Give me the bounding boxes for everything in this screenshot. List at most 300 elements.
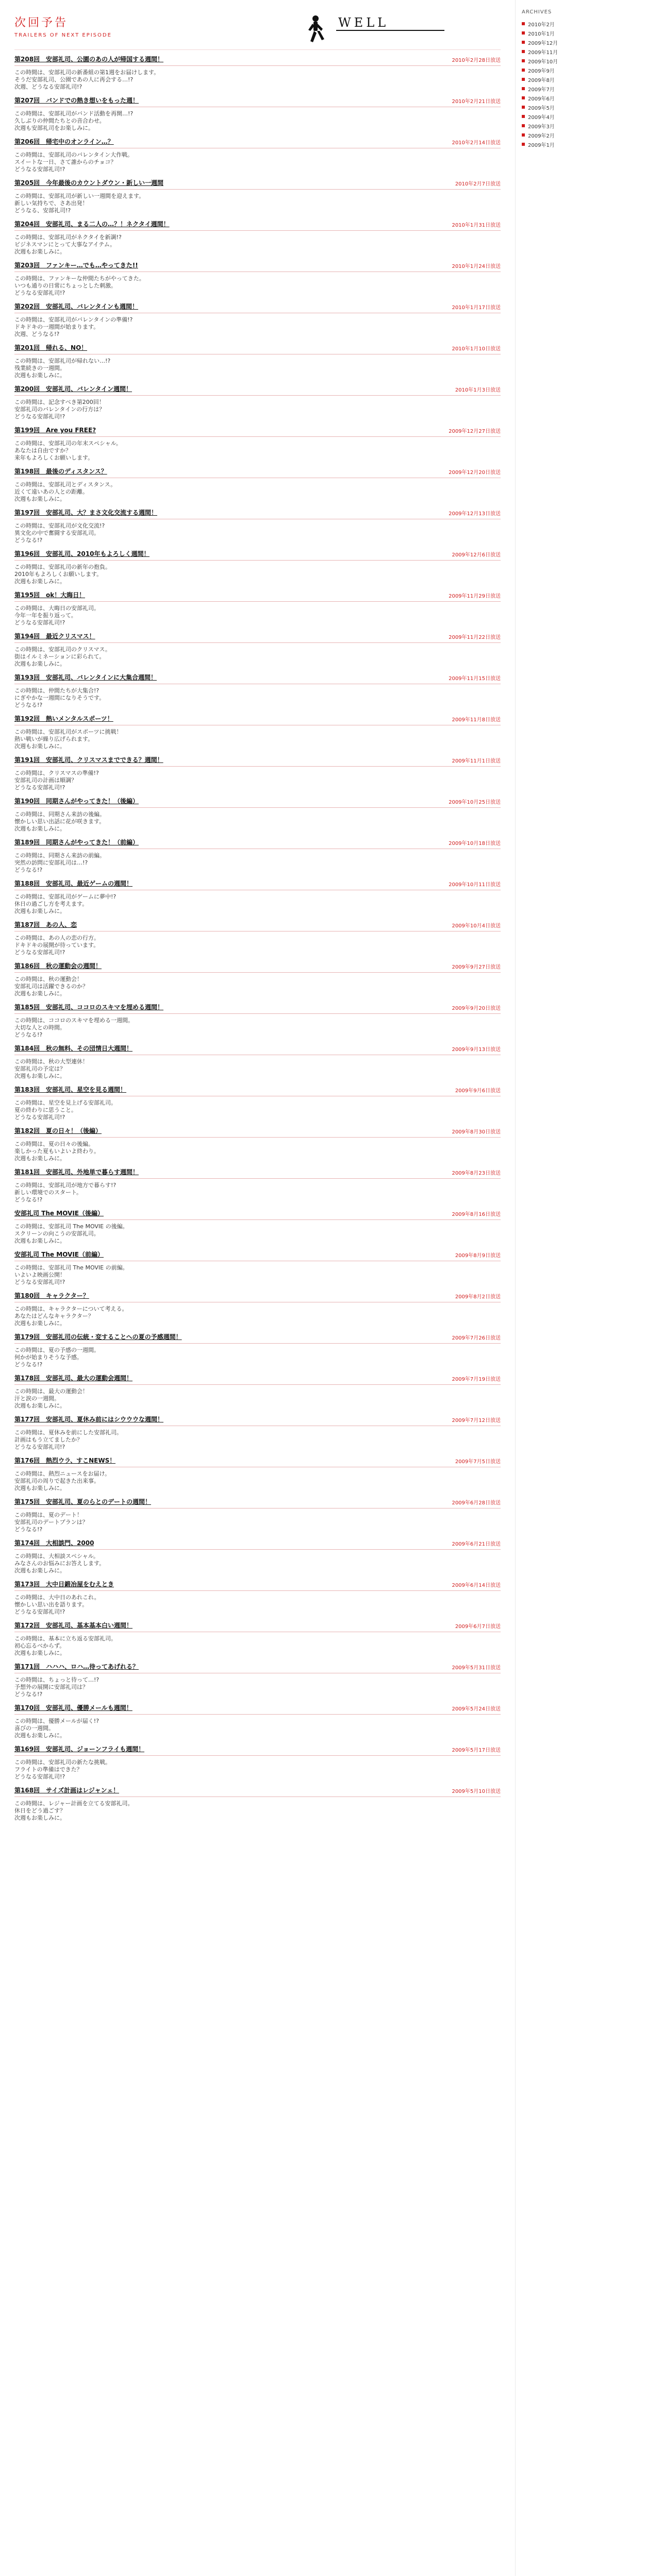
article-body-line: 新しい気持ちで、さあ出発！ — [14, 200, 88, 207]
article-body-line: この時間は、同期さん来訪の前編。 — [14, 852, 105, 859]
article-entry — [14, 91, 501, 132]
square-bullet-icon — [522, 59, 525, 62]
article-title-link[interactable]: 第178回 安部礼司、最大の運動会週間！ — [14, 1375, 133, 1382]
article-entry — [14, 627, 501, 668]
article-body-line: 初心忘るべからず。 — [14, 1642, 65, 1649]
article-body — [14, 605, 501, 626]
article-body-line: この時間は、クリスマスの準備!? — [14, 770, 99, 776]
sidebar-archive-item[interactable] — [521, 47, 652, 56]
article-date: 2009年9月27日放送 — [452, 964, 501, 970]
article-body-line: 新しい環境でのスタート。 — [14, 1189, 82, 1196]
article-body-line: 次週もお楽しみに。 — [14, 990, 65, 997]
article-title-link[interactable]: 第181回 安部礼司、外地単で暮らす週間！ — [14, 1168, 139, 1176]
article-date: 2010年1月3日放送 — [455, 387, 501, 393]
article-date: 2010年2月28日放送 — [452, 58, 501, 63]
article-body-line: どうなる安部礼司!? — [14, 949, 65, 956]
article-title-link[interactable]: 第174回 大相談門、2000 — [14, 1539, 94, 1547]
article-body-line: 来年もよろしくお願いします。 — [14, 454, 94, 461]
article-title-link[interactable]: 第207回 バンドでの熱き想いをもった週！ — [14, 97, 139, 104]
article-body — [14, 440, 501, 462]
sidebar-archive-item[interactable] — [521, 56, 652, 65]
article-body-line: 喜びの一週間。 — [14, 1725, 54, 1732]
square-bullet-icon — [522, 143, 525, 146]
article-body — [14, 1347, 501, 1368]
article-body — [14, 1182, 501, 1204]
article-entry — [14, 380, 501, 421]
article-header — [14, 1704, 501, 1715]
article-body-line: この時間は、安部礼司がバレンタインの準備!? — [14, 316, 133, 323]
article-date: 2009年11月29日放送 — [449, 594, 501, 599]
article-body-line: 近くて遠いあの人との距離。 — [14, 488, 88, 495]
square-bullet-icon — [522, 31, 525, 35]
article-date: 2009年8月30日放送 — [452, 1129, 501, 1135]
article-date: 2009年12月13日放送 — [449, 511, 501, 517]
article-date: 2009年5月31日放送 — [452, 1665, 501, 1671]
article-entry — [14, 586, 501, 627]
article-date: 2009年11月15日放送 — [449, 676, 501, 682]
article-body-line: 熱い戦いが繰り広げられます。 — [14, 736, 94, 742]
article-body-line: 次週もお楽しみに。 — [14, 660, 65, 667]
article-body — [14, 234, 501, 256]
article-body-line: あなたは自由ですか？ — [14, 447, 71, 454]
article-header — [14, 1663, 501, 1673]
article-header — [14, 385, 501, 396]
article-body-line: この時間は、大晦日の安部礼司。 — [14, 605, 100, 612]
article-date: 2009年9月6日放送 — [455, 1088, 501, 1094]
article-body — [14, 770, 501, 791]
article-body-line: この時間は、安部礼司の新年の抱負。 — [14, 564, 111, 570]
article-entry — [14, 545, 501, 586]
article-entry — [14, 338, 501, 380]
article-body-line: ビジネスマンにとって大事なアイテム。 — [14, 241, 116, 248]
article-title-link[interactable]: 第184回 秋の無料、その団情日大週間！ — [14, 1045, 133, 1052]
article-date: 2009年6月21日放送 — [452, 1541, 501, 1547]
article-body-line: どうなる!? — [14, 1361, 43, 1368]
article-header — [14, 797, 501, 808]
article-body-line: 久しぶりの仲間たちとの音合わせ。 — [14, 117, 105, 124]
article-body-line: 懐かしい思い出話に花が咲きます。 — [14, 818, 105, 825]
article-entry — [14, 1740, 501, 1781]
article-entry — [14, 1616, 501, 1657]
article-date: 2009年11月8日放送 — [452, 717, 501, 723]
article-body — [14, 1264, 501, 1286]
article-date: 2009年11月22日放送 — [449, 635, 501, 640]
article-body-line: この時間は、安部礼司がバンド活動を再開…!? — [14, 110, 134, 117]
article-title-link[interactable]: 第188回 安部礼司、最近ゲームの週間！ — [14, 880, 133, 887]
article-body-line: この時間は、大中日のあれこれ。 — [14, 1594, 100, 1601]
article-body-line: この時間は、優勝メールが届く!? — [14, 1718, 100, 1724]
article-header — [14, 1745, 501, 1756]
article-title-link[interactable]: 第203回 ファンキー…でも…やってきた!! — [14, 262, 138, 269]
article-body-line: どうなる安部礼司!? — [14, 1608, 65, 1615]
article-entry — [14, 1493, 501, 1534]
article-date: 2009年8月23日放送 — [452, 1171, 501, 1176]
article-body-line: 次週もお楽しみに。 — [14, 1155, 65, 1162]
article-body-line: どうなる安部礼司!? — [14, 290, 65, 296]
sidebar-archive-label: 2009年2月 — [528, 133, 555, 139]
article-title-link[interactable]: 第194回 最近クリスマス！ — [14, 633, 95, 640]
article-body-line: 次週もお楽しみに。 — [14, 578, 65, 585]
article-body — [14, 935, 501, 956]
article-body-line: この時間は、ココロのスキマを埋める一週間。 — [14, 1017, 134, 1024]
sidebar-archive-label: 2009年7月 — [528, 87, 555, 93]
article-title-link[interactable]: 第179回 安部礼司の伝統・変することへの夏の予感週間！ — [14, 1333, 182, 1341]
article-entry — [14, 1534, 501, 1575]
running-man-icon — [308, 15, 324, 42]
article-body — [14, 110, 501, 132]
sidebar-archive-item[interactable] — [521, 130, 652, 140]
article-body-line: この時間は、安部礼司とディスタンス。 — [14, 481, 117, 488]
square-bullet-icon — [522, 124, 525, 127]
article-date: 2009年12月6日放送 — [452, 552, 501, 558]
article-header — [14, 550, 501, 561]
article-body-line: 次週、どうなる安部礼司!? — [14, 83, 82, 90]
article-body-line: 次週もお楽しみに。 — [14, 908, 65, 914]
article-date: 2009年10月18日放送 — [449, 841, 501, 846]
article-title-link[interactable]: 第191回 安部礼司、クリスマスまでできる？週間！ — [14, 756, 163, 764]
sidebar-archive-label: 2010年1月 — [528, 31, 555, 37]
article-body-line: 楽しかった夏もいよいよ終わり。 — [14, 1148, 100, 1155]
sidebar-archive-item[interactable] — [521, 65, 652, 75]
article-title-link[interactable]: 第199回 Are you FREE? — [14, 427, 96, 434]
article-date: 2009年9月13日放送 — [452, 1047, 501, 1053]
article-body — [14, 687, 501, 709]
article-body-line: この時間は、秋の大型連休！ — [14, 1058, 88, 1065]
article-body-line: 大切な人との時間。 — [14, 1024, 65, 1031]
article-body-line: どうなる安部礼司!? — [14, 1773, 65, 1780]
article-body-line: この時間は、夏の予感の一週間。 — [14, 1347, 100, 1353]
article-date: 2010年1月31日放送 — [452, 223, 501, 228]
article-body — [14, 481, 501, 503]
article-title-link[interactable]: 第171回 ハハハ、ロハ…待ってあげれる？ — [14, 1663, 139, 1670]
article-body — [14, 522, 501, 544]
article-title-link[interactable]: 第182回 夏の日々！（後編） — [14, 1127, 102, 1134]
article-entry — [14, 1369, 501, 1410]
article-body — [14, 811, 501, 833]
article-body-line: この時間は、熱烈ニュースをお届け。 — [14, 1470, 111, 1477]
article-title-link[interactable]: 第180回 キャラクター？ — [14, 1292, 89, 1299]
article-header — [14, 1498, 501, 1509]
article-body-line: この時間は、大相談スペシャル。 — [14, 1553, 99, 1560]
article-date: 2009年11月1日放送 — [452, 758, 501, 764]
article-title-link[interactable]: 第185回 安部礼司、ココロのスキマを埋める週間！ — [14, 1004, 164, 1011]
article-header — [14, 1456, 501, 1467]
sidebar-archive-item[interactable] — [521, 28, 652, 38]
article-header — [14, 921, 501, 931]
sidebar-archive-item[interactable] — [521, 93, 652, 103]
site-logo[interactable] — [303, 11, 458, 44]
article-body-line: 次週もお楽しみに。 — [14, 1815, 65, 1821]
article-body-line: この時間は、安部礼司が帰れない…!? — [14, 358, 111, 364]
article-title-link[interactable]: 第183回 安部礼司、星空を見る週間！ — [14, 1086, 127, 1093]
article-date: 2010年2月21日放送 — [452, 99, 501, 105]
article-body-line: 汗と涙の一週間。 — [14, 1395, 60, 1402]
article-entry — [14, 874, 501, 916]
sidebar-archive-item[interactable] — [521, 103, 652, 112]
article-body-line: スイートな一日、さて誰からのチョコ？ — [14, 159, 117, 165]
article-body-line: 異文化の中で奮闘する安部礼司。 — [14, 530, 100, 536]
logo-underline — [336, 30, 444, 31]
article-body-line: スクリーンの向こうの安部礼司。 — [14, 1230, 100, 1237]
sidebar-list — [521, 19, 652, 149]
article-body-line: 今年一年を振り返って。 — [14, 612, 77, 619]
article-title-link[interactable]: 第169回 安部礼司、ジョーンフライも週間！ — [14, 1745, 145, 1753]
article-header — [14, 1415, 501, 1426]
sidebar — [521, 0, 652, 2576]
article-body — [14, 1718, 501, 1739]
article-entry — [14, 1657, 501, 1699]
article-entry — [14, 421, 501, 462]
article-header — [14, 1209, 501, 1220]
article-title-link[interactable]: 第175回 安部礼司、夏のらとのデートの週間！ — [14, 1498, 152, 1505]
article-body-line: いよいよ映画公開！ — [14, 1272, 65, 1278]
article-body-line: どうなる!? — [14, 537, 43, 544]
square-bullet-icon — [522, 22, 525, 25]
article-title-link[interactable]: 安部礼司 The MOVIE（後編） — [14, 1210, 104, 1217]
article-header — [14, 591, 501, 602]
square-bullet-icon — [522, 106, 525, 109]
article-body — [14, 1099, 501, 1121]
article-body-line: どうなる安部礼司!? — [14, 1279, 65, 1285]
article-date: 2009年12月27日放送 — [449, 429, 501, 434]
article-header — [14, 179, 501, 190]
article-title-link[interactable]: 第196回 安部礼司、2010年もよろしく週間！ — [14, 550, 150, 557]
article-date: 2010年1月24日放送 — [452, 264, 501, 269]
article-date: 2009年7月5日放送 — [455, 1459, 501, 1465]
article-body-line: どうなる!? — [14, 1196, 43, 1203]
article-body-line: この時間は、秋の運動会！ — [14, 976, 82, 982]
article-body — [14, 1058, 501, 1080]
article-title-link[interactable]: 第198回 最後のディスタンス？ — [14, 468, 107, 475]
article-body-line: この時間は、安部礼司がゲームに夢中!? — [14, 893, 117, 900]
article-header — [14, 1786, 501, 1797]
article-entry — [14, 792, 501, 833]
article-body-line: 次週もお楽しみに。 — [14, 1732, 65, 1739]
article-entry — [14, 503, 501, 545]
square-bullet-icon — [522, 50, 525, 53]
article-body — [14, 728, 501, 750]
article-body-line: 安部礼司は活躍できるのか？ — [14, 983, 88, 990]
article-header — [14, 1539, 501, 1550]
sidebar-archive-item[interactable] — [521, 121, 652, 130]
article-header — [14, 344, 501, 354]
article-title-link[interactable]: 第168回 サイズ計画はレジャンェ！ — [14, 1787, 120, 1794]
sidebar-archive-item[interactable] — [521, 75, 652, 84]
article-title-link[interactable]: 第193回 安部礼司、バレンタインに大集合週間！ — [14, 674, 157, 681]
article-body — [14, 316, 501, 338]
article-list — [0, 50, 515, 1822]
article-header — [14, 1086, 501, 1096]
article-date: 2009年6月14日放送 — [452, 1583, 501, 1588]
article-body-line: 次週もお楽しみに。 — [14, 1402, 65, 1409]
article-body-line: 次週もお楽しみに。 — [14, 1320, 65, 1327]
article-body-line: 懐かしい思い出を語ります。 — [14, 1601, 88, 1608]
article-body — [14, 1635, 501, 1657]
article-date: 2009年10月25日放送 — [449, 800, 501, 805]
article-entry — [14, 1575, 501, 1616]
square-bullet-icon — [522, 69, 525, 72]
article-body-line: どうなる、安部礼司!? — [14, 207, 71, 214]
article-body-line: どうなる安部礼司!? — [14, 1114, 65, 1121]
article-title-link[interactable]: 第202回 安部礼司、バレンタインも週間！ — [14, 303, 139, 310]
article-body — [14, 1594, 501, 1616]
article-body-line: この時間は、安部礼司の新番組の第1週をお届けします。 — [14, 69, 160, 76]
article-body-line: いつも通りの日常にちょっとした刺激。 — [14, 282, 117, 289]
article-title-link[interactable]: 安部礼司 The MOVIE（前編） — [14, 1251, 104, 1258]
sidebar-archive-label: 2009年10月 — [528, 59, 558, 65]
article-body — [14, 1141, 501, 1162]
article-body — [14, 1306, 501, 1327]
article-title-link[interactable]: 第200回 安部礼司、バレンタイン週間！ — [14, 385, 133, 393]
article-body — [14, 1512, 501, 1533]
article-entry — [14, 916, 501, 957]
article-title-link[interactable]: 第176回 熱烈ウラ、すこNEWS！ — [14, 1457, 116, 1464]
article-title-link[interactable]: 第177回 安部礼司、夏休み前にはシウウウな週間！ — [14, 1416, 164, 1423]
article-entry — [14, 1245, 501, 1286]
article-body-line: 次週もお楽しみに。 — [14, 743, 65, 750]
article-header — [14, 467, 501, 478]
article-header — [14, 1127, 501, 1138]
article-entry — [14, 1410, 501, 1451]
article-title-link[interactable]: 第192回 熱いメンタルスポーツ！ — [14, 715, 113, 722]
article-body — [14, 1388, 501, 1410]
article-header — [14, 756, 501, 767]
article-title-link[interactable]: 第186回 秋の運動会の週間！ — [14, 962, 102, 970]
article-body-line: この時間は、安部礼司の新たな挑戦。 — [14, 1759, 111, 1766]
sidebar-archive-item[interactable] — [521, 140, 652, 149]
article-body — [14, 1429, 501, 1451]
article-body — [14, 358, 501, 379]
article-body-line: この時間は、夏休みを前にした安部礼司。 — [14, 1429, 122, 1436]
article-header — [14, 1044, 501, 1055]
article-entry — [14, 668, 501, 709]
article-date: 2010年1月10日放送 — [452, 346, 501, 352]
article-title-link[interactable]: 第201回 帰れる、NO！ — [14, 344, 88, 351]
article-date: 2009年5月10日放送 — [452, 1789, 501, 1794]
article-title-link[interactable]: 第206回 帰宅中のオンライン…？ — [14, 138, 114, 145]
square-bullet-icon — [522, 96, 525, 99]
sidebar-archive-item[interactable] — [521, 84, 652, 93]
sidebar-archive-label: 2010年2月 — [528, 22, 555, 28]
article-date: 2009年10月11日放送 — [449, 882, 501, 888]
square-bullet-icon — [522, 115, 525, 118]
article-date: 2009年8月9日放送 — [455, 1253, 501, 1259]
article-title-link[interactable]: 第197回 安部礼司、大？まさ文化交流する週間！ — [14, 509, 158, 516]
article-header — [14, 1003, 501, 1014]
article-title-link[interactable]: 第189回 同期さんがやってきた！（前編） — [14, 839, 139, 846]
sidebar-archive-label: 2009年6月 — [528, 96, 555, 102]
article-body — [14, 893, 501, 915]
article-entry — [14, 1699, 501, 1740]
square-bullet-icon — [522, 87, 525, 90]
article-body-line: ドキドキの展開が待っています。 — [14, 942, 100, 948]
article-title-link[interactable]: 第173回 大中日鍛冶屋をむえとき — [14, 1581, 114, 1588]
article-title-link[interactable]: 第187回 あの人、恋 — [14, 921, 77, 928]
article-body-line: どうなる安部礼司!? — [14, 166, 65, 173]
site-title[interactable]: 次回予告 — [14, 16, 69, 29]
sidebar-archive-item[interactable] — [521, 19, 652, 28]
article-body-line: この時間は、同期さん来訪の後編。 — [14, 811, 105, 818]
article-title-link[interactable]: 第190回 同期さんがやってきた！（後編） — [14, 798, 139, 805]
article-body-line: この時間は、星空を見上げる安部礼司。 — [14, 1099, 117, 1106]
article-body — [14, 646, 501, 668]
article-header — [14, 302, 501, 313]
sidebar-archive-item[interactable] — [521, 38, 652, 47]
article-title-link[interactable]: 第208回 安部礼司、公園のあの人が帰国する週間！ — [14, 56, 164, 63]
article-date: 2009年7月26日放送 — [452, 1335, 501, 1341]
article-body — [14, 69, 501, 91]
article-body-line: 何かが始まりそうな予感。 — [14, 1354, 82, 1361]
article-header — [14, 138, 501, 148]
sidebar-archive-label: 2009年5月 — [528, 105, 555, 111]
header — [14, 0, 501, 50]
article-body-line: 次週もお楽しみに。 — [14, 496, 65, 502]
article-body-line: この時間は、仲間たちが大集合!? — [14, 687, 100, 694]
sidebar-archive-label: 2009年8月 — [528, 77, 555, 83]
article-body-line: 安部礼司の周りで起きた出来事。 — [14, 1478, 100, 1484]
article-body-line: 次週もお楽しみに。 — [14, 1485, 65, 1492]
article-entry — [14, 833, 501, 874]
article-body-line: この時間は、夏のデート！ — [14, 1512, 82, 1518]
article-date: 2010年1月17日放送 — [452, 305, 501, 311]
article-header — [14, 1580, 501, 1591]
article-body — [14, 151, 501, 173]
article-body-line: この時間は、安部礼司がネクタイを新調!? — [14, 234, 122, 241]
article-title-link[interactable]: 第170回 安部礼司、優勝メールも週間！ — [14, 1704, 133, 1711]
article-body-line: にぎやかな一週間になりそうです。 — [14, 694, 105, 701]
article-header — [14, 55, 501, 66]
article-entry — [14, 1328, 501, 1369]
sidebar-archive-label: 2009年12月 — [528, 40, 558, 46]
article-date: 2010年2月14日放送 — [452, 140, 501, 146]
article-title-link[interactable]: 第195回 ok！大晦日！ — [14, 591, 86, 599]
article-title-link[interactable]: 第204回 安部礼司、まる二人の…？！ネクタイ週間！ — [14, 221, 170, 228]
article-body-line: この時間は、記念すべき第200回！ — [14, 399, 105, 405]
logo-text: WELL — [338, 15, 389, 30]
article-body-line: どうなる安部礼司!? — [14, 413, 65, 420]
square-bullet-icon — [522, 41, 525, 44]
sidebar-archive-label: 2009年3月 — [528, 124, 555, 130]
logo-svg — [303, 11, 458, 44]
article-body-line: この時間は、安部礼司 The MOVIE の後編。 — [14, 1223, 128, 1230]
article-body-line: 安部礼司の計画は順調？ — [14, 777, 77, 784]
article-header — [14, 962, 501, 973]
article-title-link[interactable]: 第172回 安部礼司、基本基本白い週間！ — [14, 1622, 133, 1629]
article-body — [14, 1759, 501, 1781]
sidebar-archive-item[interactable] — [521, 112, 652, 121]
article-body-line: どうなる!? — [14, 1691, 43, 1698]
article-body-line: フライトの準備はできた？ — [14, 1766, 82, 1773]
article-entry — [14, 1122, 501, 1163]
article-body-line: 次週もお楽しみに。 — [14, 1073, 65, 1079]
article-body — [14, 1017, 501, 1039]
article-body-line: この時間は、レジャー計画を立てる安部礼司。 — [14, 1800, 134, 1807]
article-header — [14, 426, 501, 437]
article-body-line: ドキドキの一週間が始まります。 — [14, 324, 100, 330]
article-body-line: どうなる!? — [14, 1031, 43, 1038]
article-date: 2009年8月16日放送 — [452, 1212, 501, 1217]
article-entry — [14, 215, 501, 256]
article-title-link[interactable]: 第205回 今年最後のカウントダウン・新しい一週間 — [14, 179, 164, 187]
article-entry — [14, 1451, 501, 1493]
article-body-line: どうなる安部礼司!? — [14, 619, 65, 626]
article-body-line: 安部礼司のデートプランは？ — [14, 1519, 88, 1526]
article-date: 2009年12月20日放送 — [449, 470, 501, 476]
article-entry — [14, 957, 501, 998]
article-date: 2009年5月17日放送 — [452, 1748, 501, 1753]
article-header — [14, 838, 501, 849]
article-date: 2009年8月2日放送 — [455, 1294, 501, 1300]
